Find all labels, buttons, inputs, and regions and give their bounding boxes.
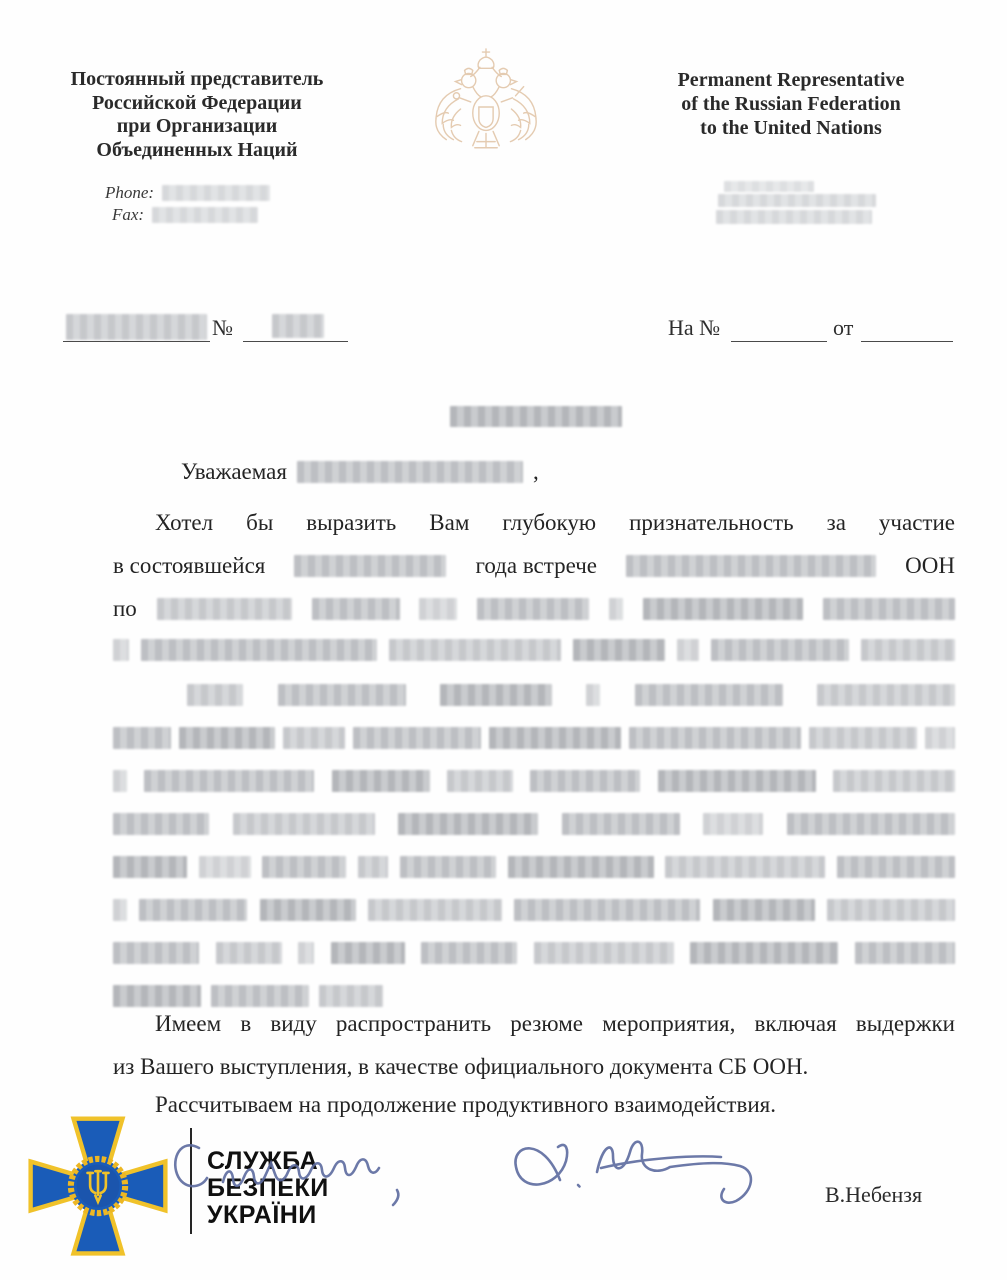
- redacted-text-block: [713, 899, 815, 921]
- redacted-text-block: [113, 770, 127, 792]
- body-word: распространить: [335, 1011, 492, 1036]
- redacted-text-block: [817, 684, 955, 706]
- redacted-text-block: [477, 598, 589, 620]
- paragraph4: Рассчитываем на продолжение продуктивного взаимодействия.: [155, 1092, 776, 1117]
- redacted-text-block: [216, 942, 282, 964]
- salutation-prefix: Уважаемая: [181, 459, 287, 484]
- redacted-date-of-meeting: [294, 555, 446, 577]
- redacted-text-block: [358, 856, 388, 878]
- fax-label: Fax:: [112, 205, 145, 224]
- redacted-text-block: [199, 856, 251, 878]
- date-underline: [63, 340, 210, 342]
- redacted-text-block: [398, 813, 538, 835]
- redacted-fax-number: [152, 207, 258, 223]
- redacted-text-block: [440, 684, 552, 706]
- en-title-line: to the United Nations: [700, 117, 882, 139]
- redacted-text-block: [233, 813, 375, 835]
- redacted-text-block: [823, 598, 955, 620]
- redacted-text-block: [139, 899, 247, 921]
- redacted-text-block: [690, 942, 838, 964]
- redacted-date: [66, 314, 207, 340]
- paragraph1-line4: [113, 639, 955, 661]
- body-word: бы: [246, 510, 274, 535]
- sbu-text-line: СЛУЖБА: [207, 1147, 319, 1175]
- body-phrase: в состоявшейся: [113, 553, 266, 578]
- ru-title-line: Постоянный представитель: [70, 68, 324, 90]
- body-phrase: по: [113, 596, 137, 621]
- letterhead-ru-title: [62, 68, 332, 162]
- sbu-text-line: УКРАЇНИ: [207, 1201, 317, 1229]
- na-no-label: На №: [668, 315, 721, 340]
- redacted-text-block: [827, 899, 955, 921]
- redacted-text-block: [635, 684, 783, 706]
- redacted-paragraph-line: [113, 985, 955, 1007]
- en-title-line: Permanent Representative: [677, 69, 905, 91]
- redacted-paragraph-line: [113, 856, 955, 878]
- redacted-paragraph-line: [113, 942, 955, 964]
- body-word: участие: [878, 510, 955, 535]
- redacted-meeting-name: [626, 555, 876, 577]
- redacted-text-block: [665, 856, 825, 878]
- en-title-line: of the Russian Federation: [681, 93, 901, 115]
- paragraph1-line1: [155, 510, 955, 536]
- redacted-text-block: [562, 813, 680, 835]
- redacted-text-block: [298, 942, 314, 964]
- redacted-text-block: [113, 899, 127, 921]
- redacted-paragraph-line: [113, 727, 955, 749]
- ru-title-line: Объединенных Наций: [96, 138, 298, 161]
- redacted-text-block: [113, 639, 129, 661]
- redacted-text-block: [113, 942, 199, 964]
- body-word: виду: [270, 1011, 317, 1036]
- body-word: резюме: [510, 1011, 584, 1036]
- paragraph1-line3: [113, 596, 955, 622]
- salutation-comma: ,: [532, 459, 539, 484]
- body-word: Имеем: [155, 1011, 222, 1036]
- redacted-text-block: [141, 639, 377, 661]
- redacted-text-block: [312, 598, 400, 620]
- redacted-text-block: [262, 856, 346, 878]
- paragraph3-line1: [155, 1011, 955, 1037]
- redacted-text-block: [658, 770, 816, 792]
- redacted-text-block: [677, 639, 699, 661]
- redacted-addressee-name: [297, 461, 523, 483]
- body-word: Хотел: [155, 510, 214, 535]
- redacted-text-block: [514, 899, 700, 921]
- redacted-text-block: [711, 639, 849, 661]
- salutation-line: [181, 459, 601, 485]
- fax-row: [112, 205, 258, 225]
- redacted-address-line: [724, 181, 814, 192]
- redacted-text-block: [703, 813, 763, 835]
- redacted-text-block: [368, 899, 502, 921]
- redacted-text-block: [489, 727, 621, 749]
- redacted-text-block: [573, 639, 665, 661]
- body-phrase: ООН: [905, 553, 955, 578]
- redacted-text-block: [447, 770, 513, 792]
- redacted-text-block: [925, 727, 955, 749]
- letterhead-en-title: [660, 68, 922, 140]
- redacted-text-block: [837, 856, 955, 878]
- body-word: глубокую: [502, 510, 597, 535]
- redacted-text-block: [179, 727, 275, 749]
- redacted-text-block: [113, 985, 201, 1007]
- redacted-paragraph-line: [113, 770, 955, 792]
- redacted-text-block: [400, 856, 496, 878]
- paragraph3-line2: из Вашего выступления, в качестве официального документа СБ ООН.: [113, 1054, 809, 1079]
- body-word: включая: [754, 1011, 837, 1036]
- redacted-addressee: [450, 406, 622, 427]
- paragraph1-line2: [113, 553, 955, 579]
- printed-signature-name: В.Небензя: [825, 1182, 923, 1207]
- redacted-text-block: [113, 813, 209, 835]
- body-word: в: [240, 1011, 252, 1036]
- body-word: Вам: [429, 510, 470, 535]
- redacted-text-block: [332, 770, 430, 792]
- na-no-underline: [731, 340, 827, 342]
- signature-handwriting-icon: [165, 1118, 785, 1228]
- redacted-text-block: [278, 684, 406, 706]
- redacted-text-block: [629, 727, 801, 749]
- redacted-text-block: [643, 598, 803, 620]
- redacted-text-block: [419, 598, 457, 620]
- redacted-text-block: [787, 813, 955, 835]
- ot-label: от: [833, 315, 854, 340]
- redacted-text-block: [211, 985, 309, 1007]
- redacted-text-block: [421, 942, 517, 964]
- redacted-text-block: [331, 942, 405, 964]
- redacted-text-block: [833, 770, 955, 792]
- redacted-text-block: [530, 770, 640, 792]
- redacted-text-block: [113, 856, 187, 878]
- russia-coat-of-arms-icon: [430, 44, 542, 168]
- body-word: выразить: [306, 510, 397, 535]
- sbu-cross-emblem-icon: [28, 1116, 168, 1256]
- redacted-text-block: [319, 985, 383, 1007]
- body-word: за: [826, 510, 846, 535]
- redacted-paragraph-line: [113, 684, 955, 706]
- redacted-address-line: [718, 194, 876, 207]
- ru-title-line: Российской Федерации: [92, 91, 302, 114]
- body-phrase: года встрече: [475, 553, 598, 578]
- redacted-text-block: [260, 899, 356, 921]
- redacted-text-block: [113, 727, 171, 749]
- redacted-text-block: [861, 639, 955, 661]
- redacted-address-line: [716, 210, 872, 224]
- redacted-text-block: [534, 942, 674, 964]
- redacted-paragraph-line: [113, 899, 955, 921]
- redacted-text-block: [809, 727, 917, 749]
- redacted-text-block: [586, 684, 600, 706]
- redacted-text-block: [157, 598, 292, 620]
- redacted-text-block: [187, 684, 243, 706]
- ru-title-line: при Организации: [116, 115, 278, 137]
- redacted-text-block: [609, 598, 623, 620]
- phone-row: [105, 183, 270, 203]
- number-underline: [243, 340, 348, 342]
- body-word: выдержки: [855, 1011, 955, 1036]
- redacted-paragraph-line: [113, 813, 955, 835]
- number-sign: №: [212, 315, 233, 340]
- ot-underline: [861, 340, 953, 342]
- sbu-text-line: БЕЗПЕКИ: [207, 1174, 329, 1202]
- phone-label: Phone:: [105, 183, 155, 202]
- body-word: признательность: [629, 510, 794, 535]
- redacted-text-block: [508, 856, 654, 878]
- redacted-phone-number: [162, 185, 270, 201]
- redacted-text-block: [389, 639, 561, 661]
- redacted-text-block: [283, 727, 345, 749]
- redacted-text-block: [353, 727, 481, 749]
- redacted-ref-number: [272, 314, 324, 338]
- redacted-text-block: [144, 770, 314, 792]
- redacted-text-block: [855, 942, 955, 964]
- body-word: мероприятия,: [602, 1011, 736, 1036]
